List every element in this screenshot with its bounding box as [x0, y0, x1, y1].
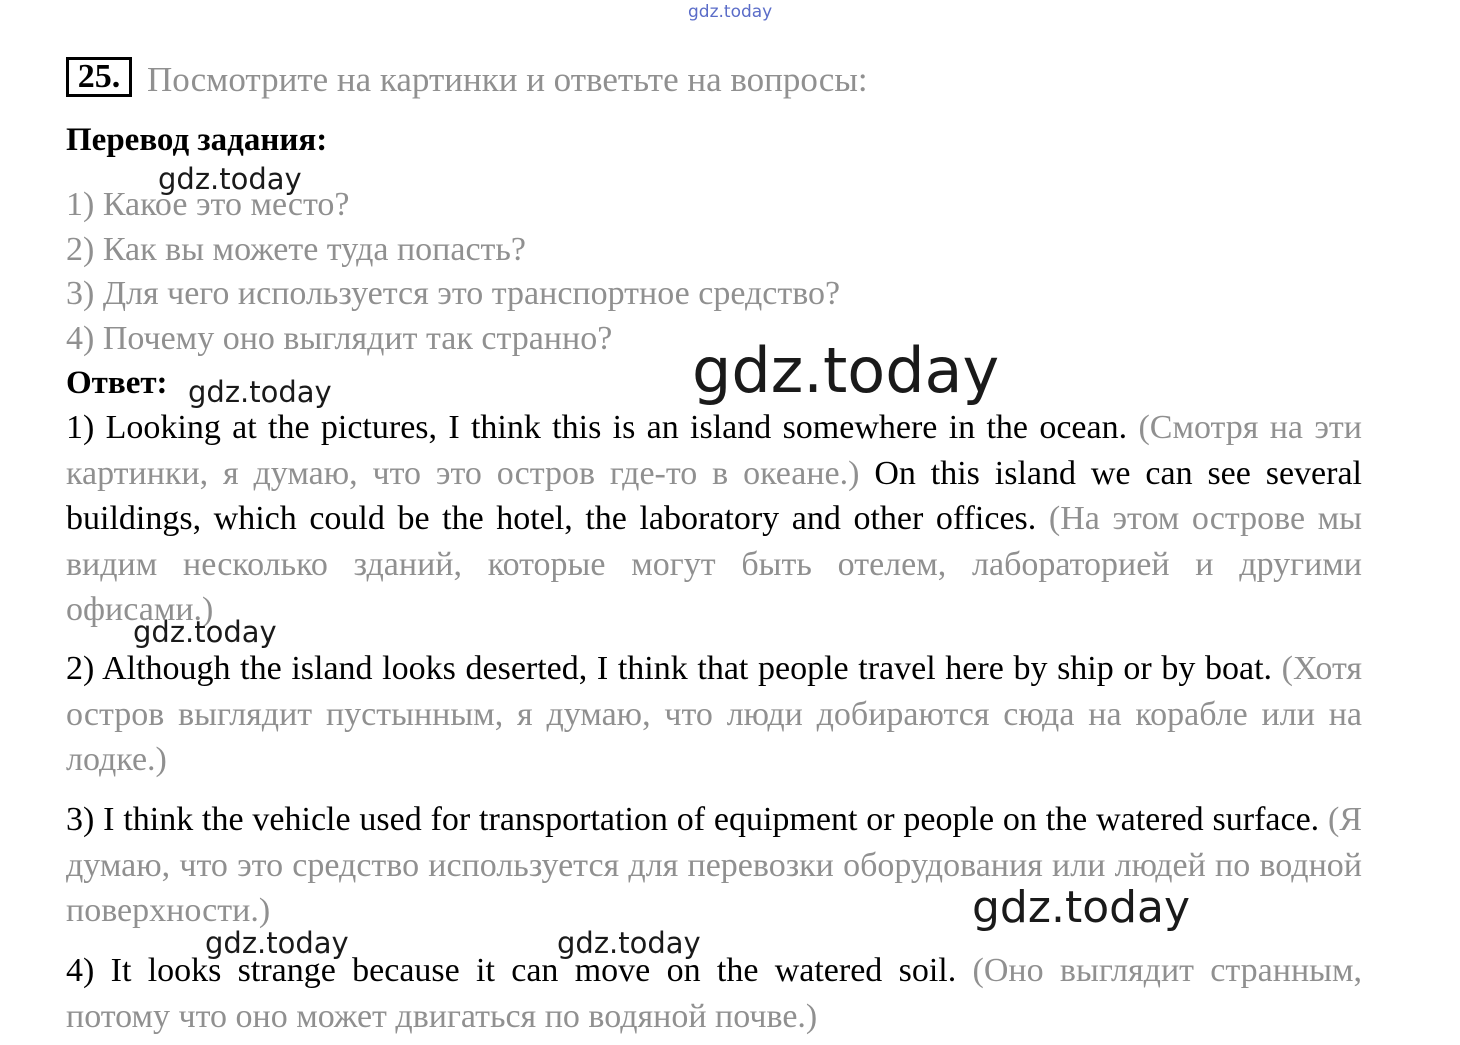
answer-4-english: 4) It looks strange because it can move on the watered soil.	[66, 952, 957, 989]
answer-2-english: 2) Although the island looks deserted, I think that people travel here by ship or by boat.	[66, 650, 1273, 687]
answer-3-english: 3) I think the vehicle used for transportation of equipment or people on the watered surface.	[66, 801, 1320, 838]
answer-paragraph-2	[66, 646, 1362, 783]
question-3: 3) Для чего используется это транспортное средство?	[66, 275, 841, 312]
watermark-6: gdz.today	[557, 926, 701, 960]
watermark-large: gdz.today	[692, 334, 1000, 407]
question-2: 2) Как вы можете туда попасть?	[66, 231, 526, 268]
question-4: 4) Почему оно выглядит так странно?	[66, 320, 613, 357]
task-number: 25.	[66, 57, 132, 97]
answer-1-russian-a: (Смотря на эти картинки, я думаю, что это остров где-то в океане.)	[66, 409, 1362, 492]
watermark-4: gdz.today	[972, 882, 1191, 933]
answer-2-russian: (Хотя остров выглядит пустынным, я думаю, что люди добираются сюда на корабле или на лодке.)	[66, 650, 1363, 778]
answer-paragraph-4	[66, 948, 1362, 1039]
answer-4-russian: (Оно выглядит странным, потому что оно может двигаться по водяной почве.)	[66, 952, 1363, 1035]
watermark-2: gdz.today	[188, 375, 332, 409]
answer-1-russian-b: (На этом острове мы видим несколько зданий, которые могут быть отелем, лабораторией и другими офисами.)	[66, 500, 1363, 628]
watermark-5: gdz.today	[205, 926, 349, 960]
question-1: 1) Какое это место?	[66, 186, 350, 223]
translation-heading: Перевод задания:	[66, 122, 328, 158]
answer-1-english-b: On this island we can see several buildings, which could be the hotel, the laboratory and other offices.	[66, 454, 1362, 537]
answer-paragraph-1	[66, 405, 1362, 633]
answer-1-english-a: 1) Looking at the pictures, I think this is an island somewhere in the ocean.	[66, 409, 1128, 446]
task-title: Посмотрите на картинки и ответьте на вопросы:	[147, 60, 868, 99]
watermark-3: gdz.today	[133, 615, 277, 649]
answer-heading: Ответ:	[66, 365, 168, 401]
answer-3-russian: (Я думаю, что это средство используется для перевозки оборудования или людей по водной поверхности.)	[66, 801, 1363, 929]
watermark-1: gdz.today	[158, 162, 302, 196]
watermark-top: gdz.today	[688, 2, 773, 22]
